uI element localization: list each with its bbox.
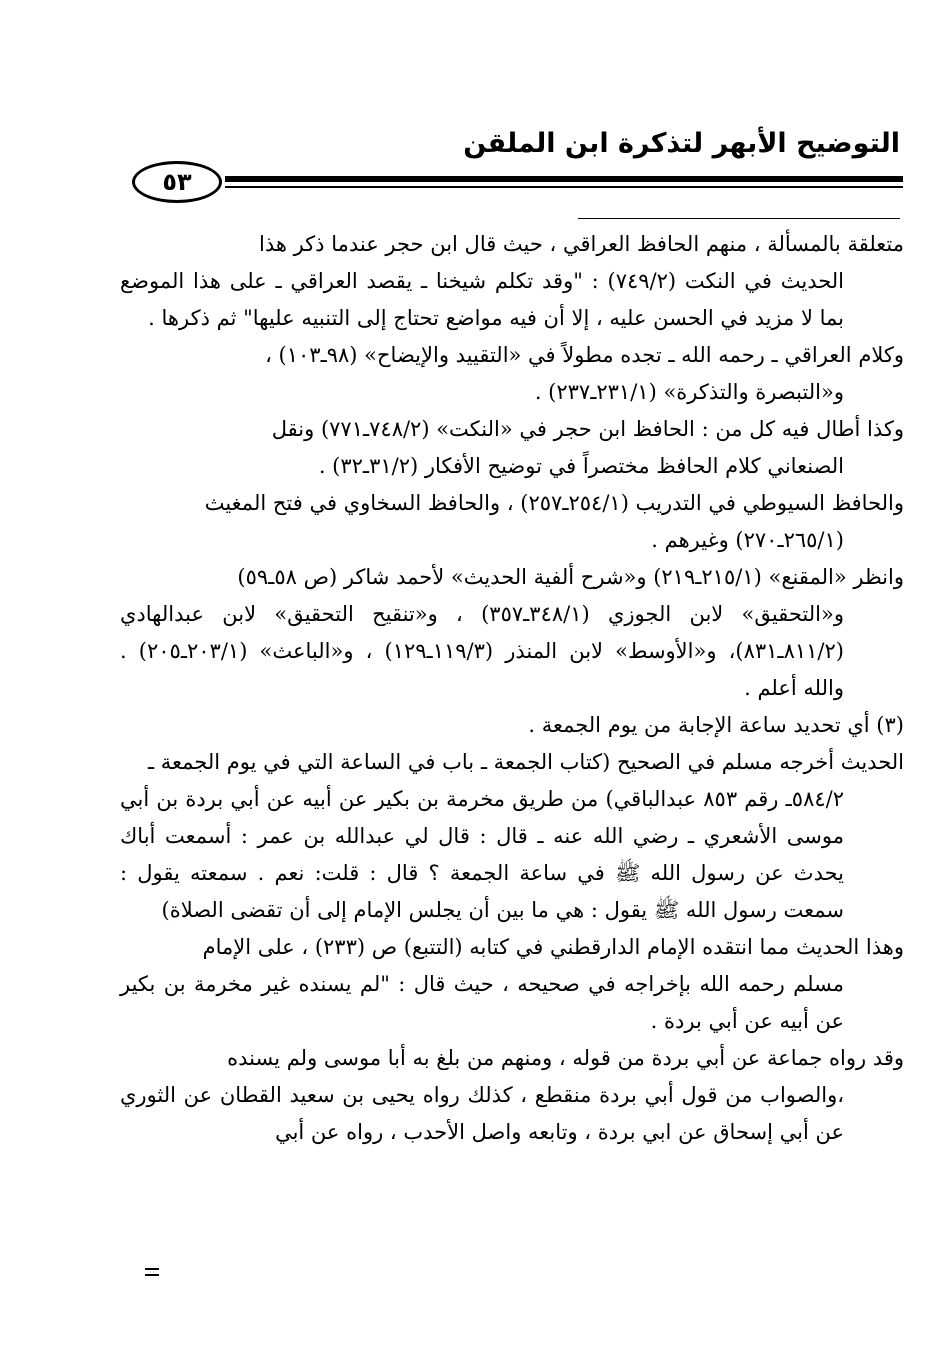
paragraph-continuation: الحديث في النكت (٧٤٩/٢) : "وقد تكلم شيخنا ـ يقصد العراقي ـ على هذا الموضع بما لا مزيد في الحسن عليه ، إلا أن فيه مواضع تحتاج إلى التنبيه عليها" ثم ذكرها . bbox=[120, 269, 845, 330]
footnote-paragraph bbox=[120, 337, 904, 411]
footnote-paragraph bbox=[120, 1040, 904, 1151]
footnote-paragraph bbox=[120, 929, 904, 1040]
paragraph-first-line: وهذا الحديث مما انتقده الإمام الدارقطني في كتابه (التتبع) ص (٢٣٣) ، على الإمام bbox=[202, 935, 904, 959]
paragraph-continuation: ،والصواب من قول أبي بردة منقطع ، كذلك رواه يحيى بن سعيد القطان عن الثوري عن أبي إسحاق عن ابي بردة ، وتابعه واصل الأحدب ، رواه عن أبي bbox=[120, 1083, 844, 1144]
paragraph-first-line: الحديث أخرجه مسلم في الصحيح (كتاب الجمعة ـ باب في الساعة التي في يوم الجمعة ـ bbox=[147, 750, 904, 774]
paragraph-first-line: (٣) أي تحديد ساعة الإجابة من يوم الجمعة . bbox=[528, 713, 904, 737]
footnote-paragraph bbox=[120, 559, 904, 707]
paragraph-continuation: و«التحقيق» لابن الجوزي (٣٤٨/١ـ٣٥٧) ، و«تنقيح التحقيق» لابن عبدالهادي (٨١١/٢ـ٨٣١)، و«الأوسط» لابن المنذر (١١٩/٣ـ١٢٩) ، و«الباعث» (٢٠٣/١ـ٢٠٥) . والله أعلم . bbox=[120, 602, 844, 700]
footnote-paragraph bbox=[120, 411, 904, 485]
paragraph-first-line: وكذا أطال فيه كل من : الحافظ ابن حجر في «النكت» (٧٤٨/٢ـ٧٧١) ونقل bbox=[271, 417, 904, 441]
paragraph-first-line: وكلام العراقي ـ رحمه الله ـ تجده مطولاً في «التقييد والإيضاح» (٩٨ـ١٠٣) ، bbox=[265, 343, 904, 367]
paragraph-first-line: وقد رواه جماعة عن أبي بردة من قوله ، ومنهم من بلغ به أبا موسى ولم يسنده bbox=[227, 1046, 904, 1070]
header-rule bbox=[225, 176, 903, 188]
footnote-separator bbox=[578, 218, 900, 219]
footnote-paragraph bbox=[120, 744, 904, 929]
footnotes-body bbox=[120, 226, 904, 1151]
header-rule-thick bbox=[225, 176, 903, 182]
paragraph-continuation: الصنعاني كلام الحافظ مختصراً في توضيح الأفكار (٣١/٢ـ٣٢) . bbox=[318, 454, 844, 478]
footnote-paragraph bbox=[120, 707, 904, 744]
paragraph-continuation: و«التبصرة والتذكرة» (٢٣١/١ـ٢٣٧) . bbox=[534, 380, 844, 404]
paragraph-continuation: (٢٦٥/١ـ٢٧٠) وغيرهم . bbox=[651, 528, 844, 552]
footnote-paragraph bbox=[120, 485, 904, 559]
header-rule-thin bbox=[225, 186, 903, 188]
continuation-mark bbox=[145, 1268, 159, 1280]
continuation-mark-bar bbox=[145, 1268, 159, 1270]
paragraph-continuation: ٥٨٤/٢ـ رقم ٨٥٣ عبدالباقي) من طريق مخرمة بن بكير عن أبيه عن أبي بردة بن أبي موسى الأشعري ـ رضي الله عنه ـ قال : قال لي عبدالله بن عمر : أسمعت أباك يحدث عن رسول الله ﷺ في ساعة الجمعة ؟ قال : قلت: نعم . سمعته يقول : سمعت رسول الله ﷺ يقول : هي ما بين أن يجلس الإمام إلى أن تقضى الصلاة) bbox=[120, 787, 844, 922]
paragraph-first-line: متعلقة بالمسألة ، منهم الحافظ العراقي ، حيث قال ابن حجر عندما ذكر هذا bbox=[258, 232, 904, 256]
paragraph-continuation: مسلم رحمه الله بإخراجه في صحيحه ، حيث قال : "لم يسنده غير مخرمة بن بكير عن أبيه عن أبي بردة . bbox=[120, 972, 844, 1033]
paragraph-first-line: والحافظ السيوطي في التدريب (٢٥٤/١ـ٢٥٧) ، والحافظ السخاوي في فتح المغيث bbox=[204, 491, 904, 515]
footnote-paragraph bbox=[120, 226, 904, 337]
page-number: ٥٣ bbox=[132, 161, 222, 203]
paragraph-first-line: وانظر «المقنع» (٢١٥/١ـ٢١٩) و«شرح ألفية الحديث» لأحمد شاكر (ص ٥٨ـ٥٩) bbox=[237, 565, 904, 589]
running-head-title: التوضيح الأبهر لتذكرة ابن الملقن bbox=[463, 128, 900, 159]
continuation-mark-bar bbox=[145, 1274, 159, 1276]
